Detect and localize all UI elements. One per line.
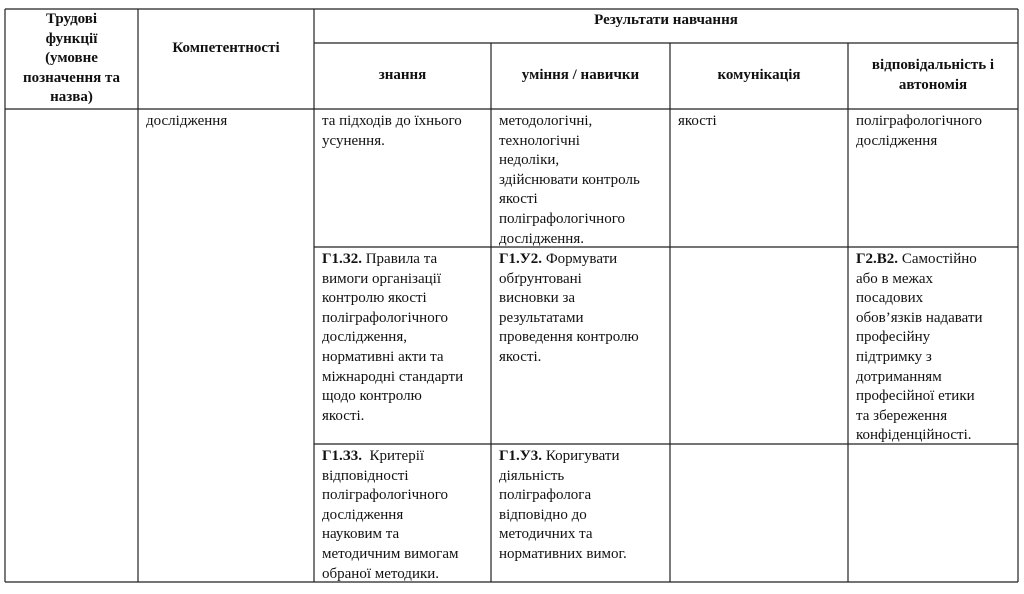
row2-responsibility: Г2.В2. Самостійно або в межах посадових обов’язків надавати професійну підтримку з дотриманням професійної етики та збереження конфіденційності. [856,251,983,444]
row2-knowledge: Г1.З2. Правила та вимоги організації контролю якості поліграфологічного дослідження, нормативні акти та міжнародні стандарти щодо контролю якості. [322,251,464,424]
header-skills: уміння / навички [521,67,640,83]
row3-knowledge: Г1.З3. Критерії відповідності поліграфологічного дослідження науковим та методичним вимогам обраної методики. [322,448,459,582]
row1-responsibility: поліграфологічного дослідження [856,113,982,149]
row1-competence: дослідження [146,113,228,129]
row1-knowledge: та підходів до їхнього усунення. [322,113,462,149]
header-communication: комунікація [717,67,801,83]
knowledge-code: Г1.З2. [322,251,362,267]
header-competences: Компетентності [172,40,280,56]
responsibility-code: Г2.В2. [856,251,899,267]
header-responsibility: відповідальність і автономія [871,57,995,93]
header-knowledge: знання [378,67,427,83]
row1-skills: методологічні, технологічні недоліки, здійснювати контроль якості поліграфологічного дослідження. [499,113,640,247]
knowledge-code: Г1.З3. [322,448,362,464]
header-learning-results: Результати навчання [594,12,738,28]
header-labor-functions: Трудові функції (умовне позначення та назва) [22,11,121,106]
row1-communication: якості [678,113,717,129]
skills-code: Г1.У2. [499,251,543,267]
skills-code: Г1.У3. [499,448,543,464]
row2-skills: Г1.У2. Формувати обґрунтовані висновки за результатами проведення контролю якості. [499,251,639,365]
row3-skills: Г1.У3. Коригувати діяльність поліграфолога відповідно до методичних та нормативних вимог. [499,448,627,562]
